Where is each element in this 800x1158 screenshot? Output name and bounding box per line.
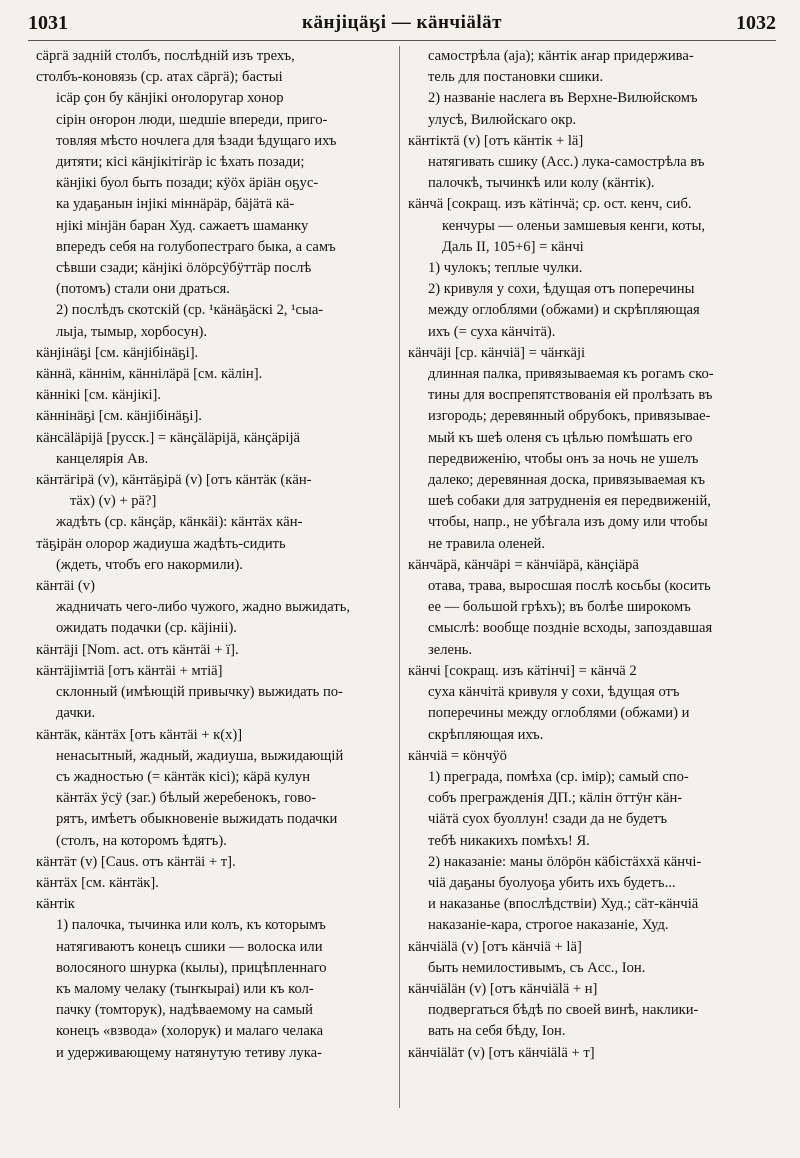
- text-line: рятъ, имѣетъ обыкновеніе выжидать подачки: [56, 811, 338, 828]
- text-line: ненасытный, жадный, жадиуша, выжидающій: [56, 747, 344, 764]
- text-line: шеѣ собаки для затрудненія ея передвиженій,: [428, 493, 711, 510]
- right-column: [408, 46, 768, 1118]
- text-line: кäнчi [сокращ. изъ кäтiнчi] = кäнчä 2: [408, 662, 637, 679]
- text-line: кäнчäрä, кäнчäрi = кäнчiäрä, кäнҫiäрä: [408, 556, 639, 573]
- text-line: жадѣть (ср. кäнҫäр, кäнкäi): кäнтäх кäн-: [56, 514, 303, 531]
- text-line: кäнтäjі [Nom. act. отъ кäнтäi + ï].: [36, 641, 239, 658]
- text-line: кäнjiнäҕi [см. кäнjiбiнäҕi].: [36, 344, 199, 361]
- text-line: (ждеть, чтобъ его накормили).: [56, 556, 243, 573]
- text-line: 1) палочка, тычинка или колъ, къ которымъ: [56, 917, 326, 934]
- text-line: тины для воспрепятствованія ей пролѣзать въ: [428, 387, 713, 404]
- text-line: кäнчä [сокращ. изъ кäтiнчä; ср. ост. кенч, сиб.: [408, 196, 692, 213]
- text-line: волосяного шнурка (кылы), прицѣпленнаго: [56, 959, 327, 976]
- text-line: чтобы, напр., не убѣгала изъ дому или чтобы: [428, 514, 708, 531]
- text-line: чiä даҕаны буолуоҕа убить ихъ будетъ...: [428, 874, 676, 891]
- text-line: кäнтiктä (v) [отъ кäнтiк + lä]: [408, 132, 584, 149]
- text-line: кäнсäläрijä [русск.] = кäнҫäläрijä, кäнҫäрijä: [36, 429, 300, 446]
- left-column: [36, 46, 392, 1118]
- text-line: 2) послѣдъ скотскій (ср. ¹кäнäҕäскi 2, ¹сыа-: [56, 302, 324, 319]
- text-line: кäнjiкi буол быть позади; кӱöх äрiäн оҕус-: [56, 175, 319, 192]
- text-line: тебѣ никакихъ помѣхъ! Я.: [428, 832, 590, 849]
- text-line: натягивать сшику (Acc.) лука-самострѣла въ: [428, 154, 705, 171]
- text-line: кäннä, кäннiм, кäннiлäрä [см. кäлiн].: [36, 366, 263, 383]
- text-line: поперечины между оглоблями (обжами) и: [428, 705, 690, 722]
- text-line: кäнтäi (v): [36, 578, 95, 595]
- page-header: [28, 6, 776, 41]
- text-line: тäҕiрäн олорор жадиуша жадѣть-сидить: [36, 535, 286, 552]
- text-line: iсäр ҫон бу кäнjiкi оҥолоругар хонор: [56, 90, 284, 107]
- text-line: ихъ (= суха кäнчiтä).: [428, 323, 556, 340]
- text-line: далеко; деревянная доска, привязываемая къ: [428, 472, 706, 489]
- text-line: кäнчiä = кöнчӱö: [408, 747, 507, 764]
- text-line: натягиваютъ конецъ сшики — волоска или: [56, 938, 323, 955]
- text-line: 2) кривуля у сохи, ѣдущая отъ поперечины: [428, 281, 695, 298]
- text-line: изгородь; деревянный обрубокъ, привязывае-: [428, 408, 711, 425]
- text-line: самострѣла (аjа); кäнтiк аҥар придержива-: [428, 48, 694, 64]
- text-line: нjiкi мiнjäн баран Худ. сажаетъ шаманку: [56, 217, 309, 234]
- text-line: зелень.: [428, 641, 473, 658]
- text-line: склонный (имѣющій привычку) выжидать по-: [56, 684, 343, 701]
- text-line: суха кäнчiтä кривуля у сохи, ѣдущая отъ: [428, 684, 680, 701]
- text-line: къ малому челаку (тыҥкыраі) или къ кол-: [56, 980, 314, 997]
- text-line: скрѣпляющая ихъ.: [428, 726, 544, 743]
- text-line: дачки.: [56, 705, 96, 722]
- text-line: подвергаться бѣдѣ по своей винѣ, наклики-: [428, 1002, 699, 1019]
- text-line: смыслѣ: вообще поздніе всходы, запоздавшая: [428, 620, 713, 637]
- text-line: пачку (томторук), надѣваемому на самый: [56, 1002, 313, 1019]
- text-line: сѣвши сзади; кäнjiкi öлöрсӱбӱттäр послѣ: [56, 260, 312, 277]
- text-line: сäргä задній столбъ, послѣдній изъ трехъ,: [36, 48, 295, 64]
- text-line: между оглоблями (обжами) и скрѣпляющая: [428, 302, 700, 319]
- text-line: не травила оленей.: [428, 535, 545, 552]
- text-line: Даль II, 105+6] = кäнчi: [442, 238, 584, 255]
- text-line: дитяти; кiсi кäнjiкiтiгäр iс ѣхать позади;: [56, 154, 305, 171]
- text-line: кäнтäх [см. кäнтäк].: [36, 874, 159, 891]
- text-line: ка удаҕанын iнjiкi мiннäрäр, бäjäтä кä-: [56, 196, 295, 213]
- text-line: кäнтiк: [36, 896, 75, 913]
- running-head: кäнjiцäӄi — кäнчiäläт: [302, 12, 502, 33]
- text-line: вать на себя бѣду, Іон.: [428, 1023, 566, 1040]
- text-line: 1) чулокъ; теплые чулки.: [428, 260, 583, 277]
- text-line: товляя мѣсто ночлега для ѣзади ѣдущаго ихъ: [56, 132, 337, 149]
- text-line: кäнчiäläт (v) [отъ кäнчiälä + т]: [408, 1044, 595, 1061]
- text-line: кäнтäjiмтiä [отъ кäнтäi + мтiä]: [36, 662, 223, 679]
- page-number-right: 1032: [736, 11, 776, 34]
- text-line: 2) названіе наслега въ Верхне-Вилюйскомъ: [428, 90, 698, 107]
- text-line: улусѣ, Вилюйскаго окр.: [428, 111, 577, 128]
- text-line: и удерживающему натянутую тетиву лука-: [56, 1044, 323, 1061]
- text-line: длинная палка, привязываемая къ рогамъ ско-: [428, 366, 714, 383]
- text-line: палочкѣ, тычинкѣ или колу (кäнтiк).: [428, 175, 655, 192]
- text-line: кäнчiäläн (v) [отъ кäнчiälä + н]: [408, 980, 598, 997]
- text-line: собъ прегражденія ДП.; кäлiн öттӱҥ кäн-: [428, 790, 683, 807]
- text-line: и наказанье (впослѣдствіи) Худ.; сäт-кäнчiä: [428, 896, 699, 913]
- text-line: кäнтäт (v) [Caus. отъ кäнтäi + т].: [36, 853, 236, 870]
- text-line: жадничать чего-либо чужого, жадно выжидать,: [56, 599, 350, 616]
- text-line: впередъ себя на голубопестраго быка, а самъ: [56, 238, 336, 255]
- text-line: конецъ «взвода» (холорук) и малаго челака: [56, 1023, 324, 1040]
- text-line: (столъ, на которомъ ѣдятъ).: [56, 832, 227, 849]
- text-line: кäнчiälä (v) [отъ кäнчiä + lä]: [408, 938, 582, 955]
- text-line: кäннiнäҕi [см. кäнjiбiнäҕi].: [36, 408, 202, 425]
- text-line: лыjа, тымыр, хорбосун).: [56, 323, 208, 340]
- text-line: чiäтä суох буоллун! сзади да не будетъ: [428, 811, 668, 828]
- text-line: быть немилостивымъ, съ Acc., Іон.: [428, 959, 646, 976]
- text-line: столбъ-коновязь (ср. атах сäргä); бастыі: [36, 69, 283, 86]
- text-line: кäннiкi [см. кäнjiкi].: [36, 387, 162, 404]
- text-line: 2) наказаніе: маны öлöрöн кäбiстäххä кäнчi-: [428, 853, 702, 870]
- text-line: мый къ шеѣ оленя съ цѣлью помѣшать его: [428, 429, 693, 446]
- text-line: отава, трава, выросшая послѣ косьбы (косить: [428, 578, 711, 595]
- text-line: кäнчäjі [ср. кäнчiä] = чäҥкäjі: [408, 344, 586, 361]
- text-line: тель для постановки сшики.: [428, 69, 604, 86]
- text-line: канцелярія Ав.: [56, 450, 149, 467]
- text-line: кäнтäк, кäнтäх [отъ кäнтäi + к(х)]: [36, 726, 243, 743]
- text-line: кäнтäгiрä (v), кäнтäҕiрä (v) [отъ кäнтäк (кäн-: [36, 472, 312, 489]
- text-line: кäнтäх ӱсӱ (заг.) бѣлый жеребенокъ, гово-: [56, 790, 317, 807]
- text-line: тäх) (v) + рä?]: [70, 493, 157, 510]
- text-line: кенчуры — оленьи замшевыя кенги, коты,: [442, 217, 706, 234]
- page-number-left: 1031: [28, 11, 68, 34]
- text-line: 1) преграда, помѣха (ср. iмiр); самый спо-: [428, 768, 689, 785]
- text-line: сiрiн оҥорон люди, шедшіе впереди, приго-: [56, 111, 328, 128]
- text-line: передвиженію, чтобы онъ за ночь не ушелъ: [428, 450, 699, 467]
- text-line: (потомъ) стали они драться.: [56, 281, 230, 298]
- text-line: ее — большой грѣхъ); въ болѣе широкомъ: [428, 599, 691, 616]
- text-line: съ жадностью (= кäнтäк кiсi); кäрä кулун: [56, 768, 311, 785]
- text-line: ожидать подачки (ср. кäjiнiі).: [56, 620, 237, 637]
- column-divider: [399, 46, 400, 1108]
- text-line: наказаніе-кара, строгое наказаніе, Худ.: [428, 917, 669, 934]
